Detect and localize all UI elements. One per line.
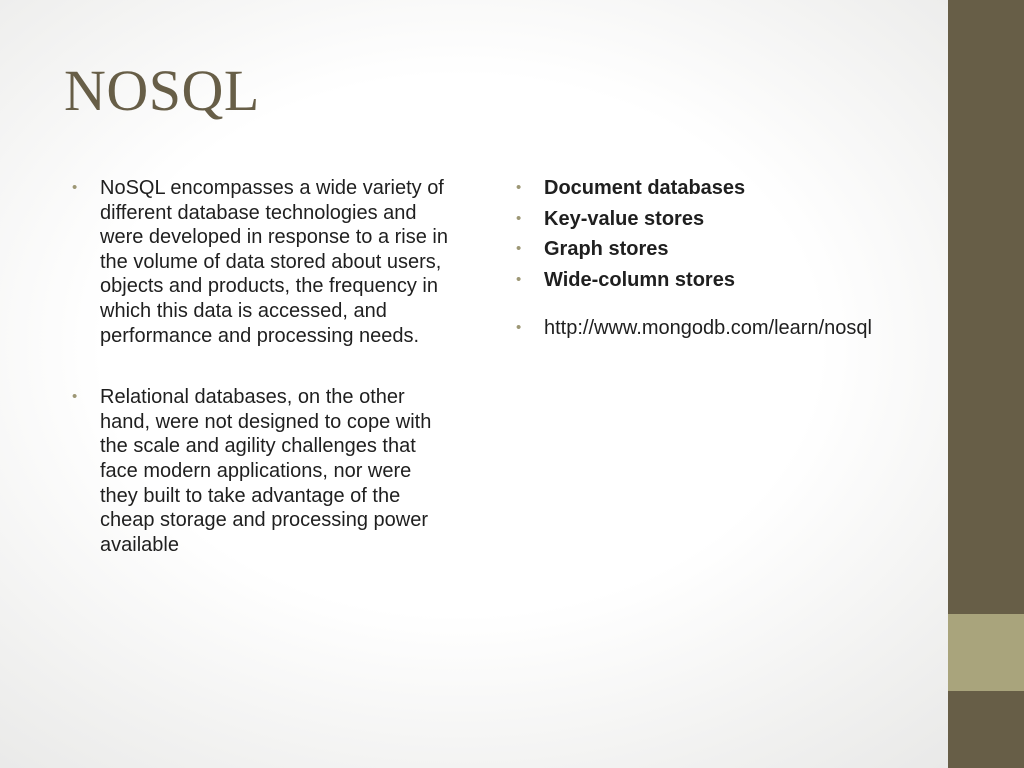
bullet-dot-icon: • — [516, 319, 522, 337]
bullet-dot-icon: • — [516, 209, 522, 227]
bullet-text: Relational databases, on the other hand, were not designed to cope with the scale and agility challenges that face modern applications, nor were they built to take advantage of the cheap storage and processing power available — [100, 386, 432, 556]
bullet-item-key-value-stores — [516, 207, 896, 232]
bullet-dot-icon: • — [72, 388, 78, 406]
bullet-text: NoSQL encompasses a wide variety of different database technologies and were developed in response to a rise in the volume of data stored about users, objects and products, the frequency in which this data is accessed, and performance and processing needs. — [100, 177, 448, 347]
mongodb-link: http://www.mongodb.com/learn/nosql — [544, 317, 872, 340]
bullet-item-nosql-overview — [72, 176, 452, 348]
right-bullet-list — [516, 176, 896, 341]
bullet-item-wide-column-stores — [516, 268, 896, 293]
bullet-text: Key-value stores — [544, 207, 705, 230]
bullet-dot-icon: • — [516, 179, 522, 196]
left-bullet-list — [72, 176, 452, 557]
bullet-text: Graph stores — [544, 238, 669, 261]
sidebar-accent-block — [948, 614, 1024, 691]
bullet-item-document-databases — [516, 176, 896, 201]
slide-title: NOSQL — [64, 58, 260, 123]
bullet-text: Document databases — [544, 177, 746, 199]
bullet-text: Wide-column stores — [544, 268, 735, 291]
bullet-item-graph-stores — [516, 237, 896, 262]
bullet-item-relational — [72, 385, 452, 557]
bullet-dot-icon: • — [516, 270, 522, 288]
bullet-item-link — [516, 316, 896, 341]
bullet-dot-icon: • — [72, 179, 78, 196]
bullet-dot-icon: • — [516, 240, 522, 258]
